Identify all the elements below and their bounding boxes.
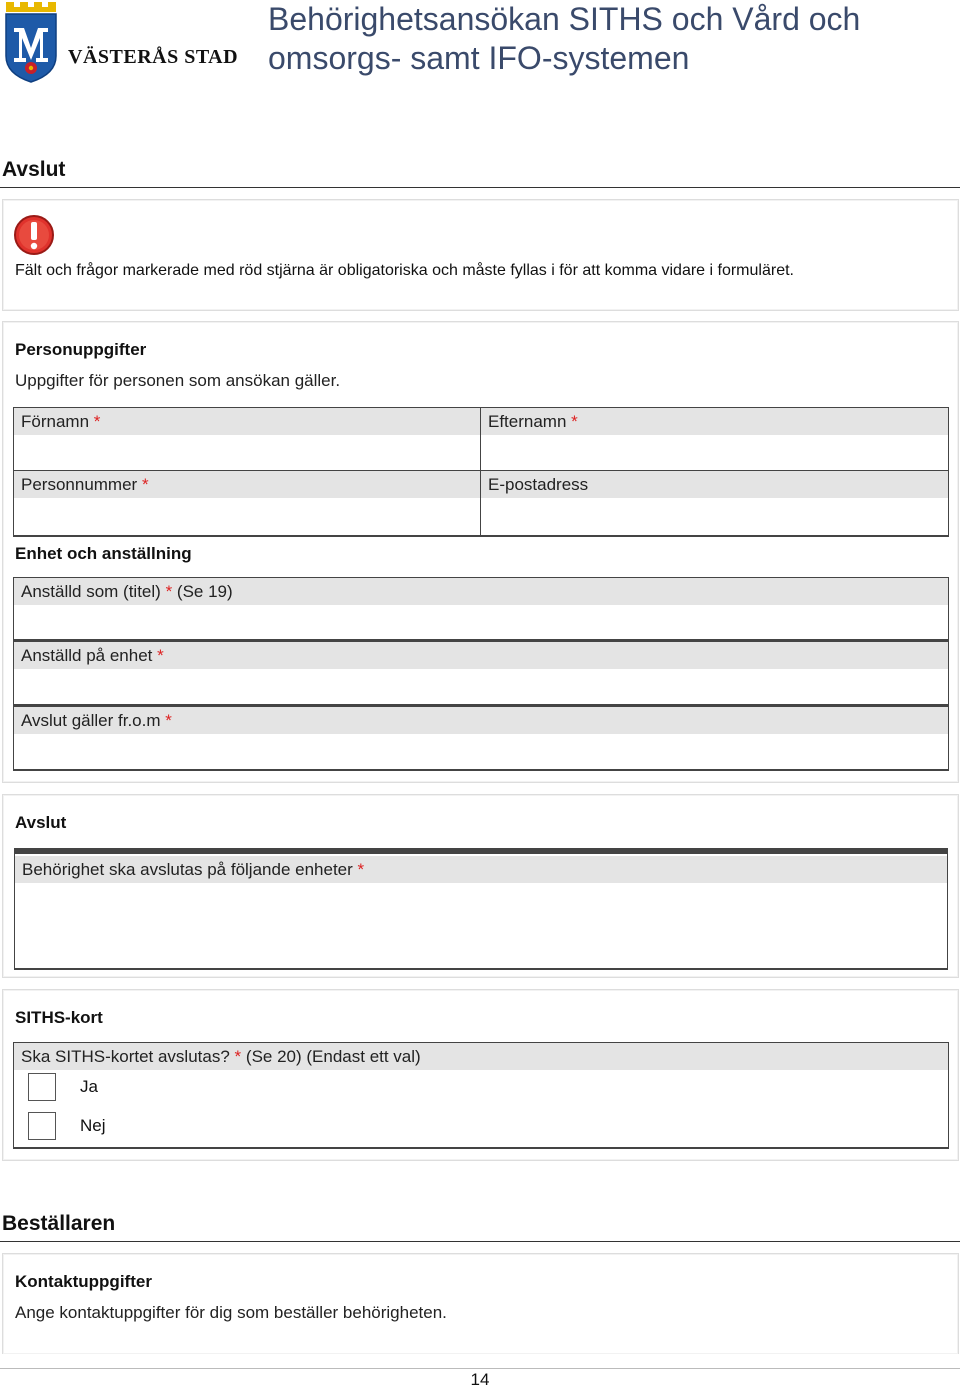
enhet-label: Anställd på enhet <box>21 646 153 665</box>
required-mark: * <box>157 646 164 665</box>
epost-label: E-postadress <box>488 475 589 494</box>
page-footer-divider <box>0 1368 960 1369</box>
avslut-subheading: Avslut <box>15 813 67 832</box>
enheter-label: Behörighet ska avslutas på följande enheter <box>22 860 353 879</box>
required-mark: * <box>93 412 101 431</box>
contact-box <box>2 1253 959 1354</box>
siths-question-label: Ska SITHS-kortet avslutas? <box>21 1047 230 1066</box>
fornamn-label: Förnamn <box>21 412 90 431</box>
efternamn-field[interactable] <box>480 407 949 472</box>
personuppgifter-subtitle: Uppgifter för personen som ansökan gäller. <box>15 371 341 390</box>
titel-label: Anställd som (titel) <box>21 582 161 601</box>
required-mark: * <box>165 582 173 601</box>
efternamn-label: Efternamn <box>488 412 567 431</box>
section-divider <box>0 1241 960 1242</box>
notice-box <box>2 199 959 311</box>
section-divider <box>0 187 960 188</box>
required-mark: * <box>357 860 365 879</box>
fom-label: Avslut gäller fr.o.m <box>21 711 161 730</box>
anstalld-titel-field[interactable] <box>13 577 949 641</box>
required-mark: * <box>141 475 149 494</box>
personnummer-label: Personnummer <box>21 475 138 494</box>
page-number: 14 <box>470 1370 490 1389</box>
fornamn-field[interactable] <box>13 407 481 472</box>
kontaktuppgifter-heading: Kontaktuppgifter <box>15 1272 152 1291</box>
checkbox-ja[interactable] <box>28 1073 56 1101</box>
required-mark: * <box>234 1047 242 1066</box>
avslut-box <box>2 794 959 978</box>
kontaktuppgifter-subtitle: Ange kontaktuppgifter för dig som beställer behörigheten. <box>15 1303 447 1322</box>
avslut-enheter-field[interactable] <box>14 848 948 970</box>
logo-text: VÄSTERÅS STAD <box>68 46 239 68</box>
anstalld-enhet-field[interactable] <box>13 641 949 706</box>
personnummer-field[interactable] <box>13 470 481 537</box>
personuppgifter-heading: Personuppgifter <box>15 340 147 359</box>
siths-question-suffix: (Se 20) (Endast ett val) <box>245 1047 421 1066</box>
siths-question-field <box>13 1042 949 1149</box>
option-label-nej: Nej <box>80 1116 106 1135</box>
titel-suffix: (Se 19) <box>176 582 233 601</box>
exclamation-icon <box>13 214 55 256</box>
section-heading-avslut: Avslut <box>2 158 66 181</box>
document-title: Behörighetsansökan SITHS och Vård och omsorgs- samt IFO-systemen <box>268 1 861 76</box>
epost-field[interactable] <box>480 470 949 537</box>
section-heading-bestallaren: Beställaren <box>2 1212 116 1235</box>
option-label-ja: Ja <box>80 1077 98 1096</box>
checkbox-nej[interactable] <box>28 1112 56 1140</box>
coat-of-arms-icon <box>2 2 64 84</box>
vasteras-logo <box>2 2 239 84</box>
siths-heading: SITHS-kort <box>15 1008 103 1027</box>
siths-box <box>2 989 959 1161</box>
required-mark: * <box>165 711 172 730</box>
avslut-fom-field[interactable] <box>13 706 949 771</box>
notice-text: Fält och frågor markerade med röd stjärna är obligatoriska och måste fyllas i för att komma vidare i formuläret. <box>15 262 794 279</box>
required-mark: * <box>571 412 578 431</box>
personal-info-box <box>2 321 959 783</box>
enhet-heading: Enhet och anställning <box>15 544 192 563</box>
